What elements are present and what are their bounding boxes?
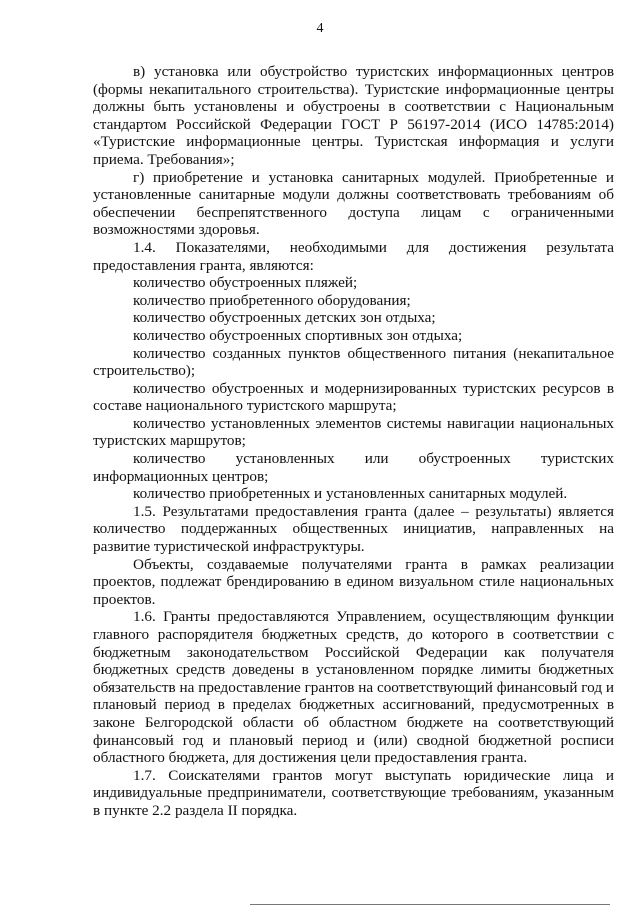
list-item: количество приобретенного оборудования;: [133, 291, 411, 309]
paragraph-1-4: 1.4. Показателями, необходимыми для достижения результата предоставления гранта, являются:: [93, 238, 614, 274]
paragraph-g: г) приобретение и установка санитарных модулей. Приобретенные и установленные санитарные модули должны соответствовать требованиям об обеспечении беспрепятственного доступа лицам с ограниченными возможностями здоровья.: [93, 168, 614, 239]
paragraph-1-5: 1.5. Результатами предоставления гранта (далее – результаты) является количество поддержанных общественных инициатив, направленных на развитие туристической инфраструктуры.: [93, 502, 614, 556]
page-number: 4: [316, 21, 324, 36]
list-item: количество обустроенных и модернизированных туристских ресурсов в составе национального туристского маршрута;: [93, 379, 614, 415]
bottom-divider: [250, 904, 610, 905]
list-item: количество установленных элементов системы навигации национальных туристских маршрутов;: [93, 414, 614, 450]
paragraph-objects: Объекты, создаваемые получателями гранта в рамках реализации проектов, подлежат брендированию в едином визуальном стиле национальных проектов.: [93, 555, 614, 608]
list-item: количество созданных пунктов общественного питания (некапитальное строительство);: [93, 344, 614, 380]
paragraph-v: в) установка или обустройство туристских информационных центров (формы некапитального строительства). Туристские информационные центры должны быть установлены и обустроены в соответствии с Национальным стандартом Российской Федерации ГОСТ Р 56197-2014 (ИСО 14785:2014) «Туристские информационные центры. Туристская информация и услуги приема. Требования»;: [93, 63, 614, 168]
list-item: количество обустроенных детских зон отдыха;: [133, 309, 436, 327]
list-item: количество обустроенных спортивных зон отдыха;: [133, 326, 463, 344]
document-body: [93, 63, 614, 820]
paragraph-1-7: 1.7. Соискателями грантов могут выступать юридические лица и индивидуальные предприниматели, соответствующие требованиям, указанным в пункте 2.2 раздела II порядка.: [93, 766, 614, 819]
list-item: количество установленных или обустроенных туристских информационных центров;: [93, 450, 614, 485]
paragraph-1-6: 1.6. Гранты предоставляются Управлением, осуществляющим функции главного распорядителя бюджетных средств, до которого в соответствии с бюджетным законодательством Российской Федерации как получателя бюджетных средств доведены в установленном порядке лимиты бюджетных обязательств на предоставление грантов на соответствующий финансовый год и плановый период в пределах бюджетных ассигнований, предусмотренных в законе Белгородской области об областном бюджете на соответствующий финансовый год и плановый период и (или) сводной бюджетной росписи областного бюджета, для достижения цели предоставления гранта.: [93, 608, 614, 767]
list-item: количество обустроенных пляжей;: [133, 274, 358, 292]
list-item: количество приобретенных и установленных санитарных модулей.: [133, 485, 568, 503]
